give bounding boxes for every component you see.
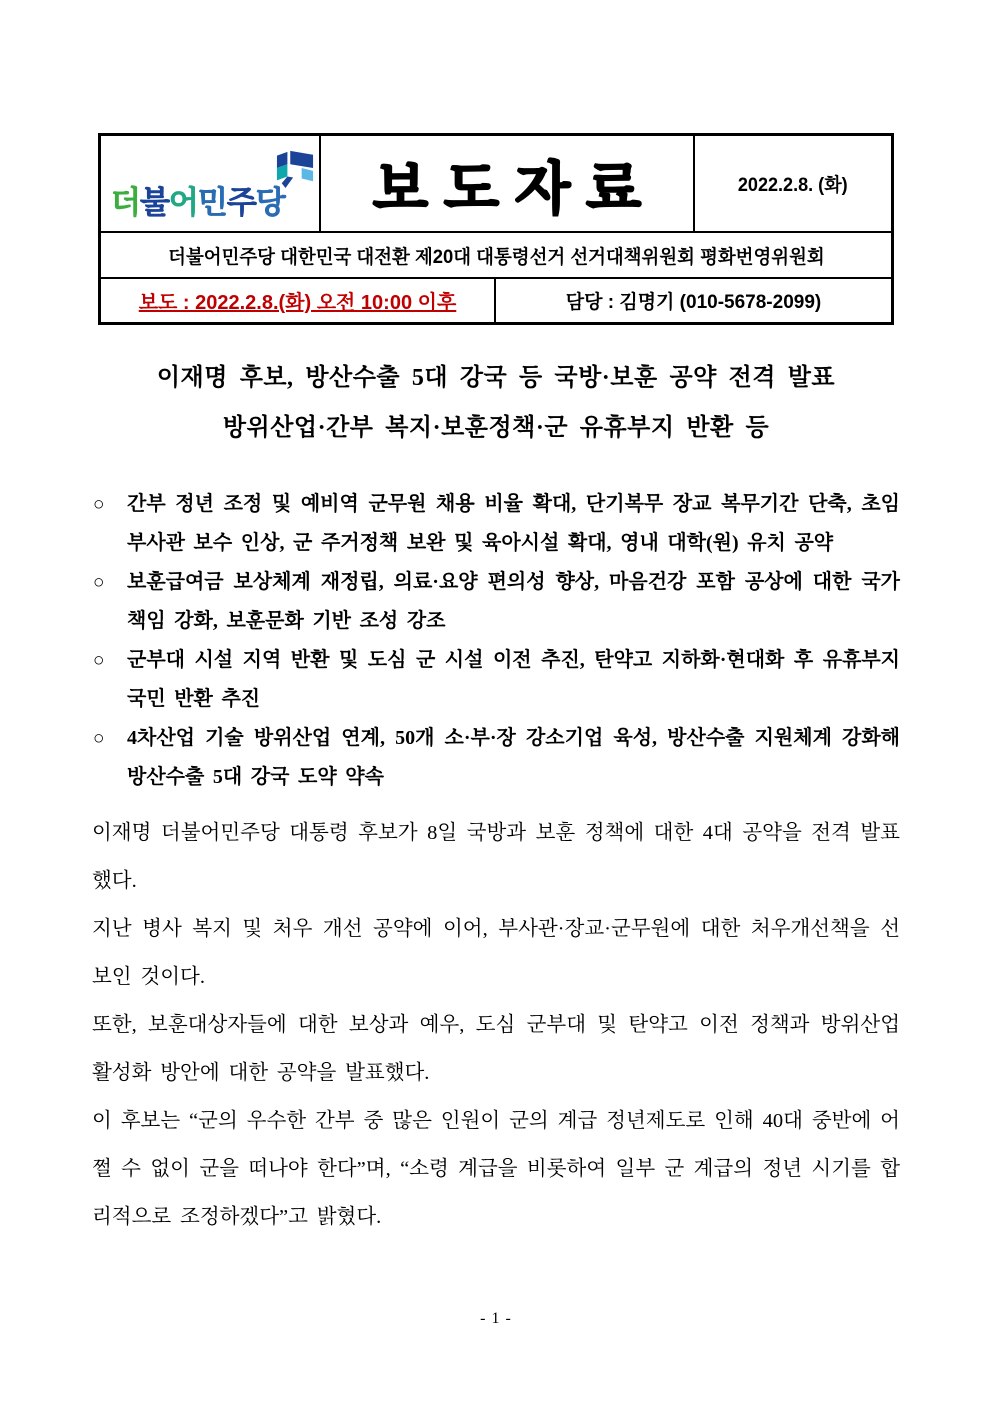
logo-letter-4: 주 [226,185,256,220]
logo-letter-0: 더 [111,185,140,220]
committee-name: 더불어민주당 대한민국 대전환 제20대 대통령선거 선거대책위원회 평화번영위원회 [167,246,825,268]
title-line-2: 방위산업·간부 복지·보훈정책·군 유휴부지 반환 등 [222,415,770,441]
bullet-marker: ○ [93,728,105,749]
paragraph-3: 또한, 보훈대상자들에 대한 보상과 예우, 도심 군부대 및 탄약고 이전 정책과 방위산업 활성화 방안에 대한 공약을 발표했다. [92,1014,900,1084]
paragraph-2: 지난 병사 복지 및 처우 개선 공약에 이어, 부사관·장교·군무원에 대한 처우개선책을 선보인 것이다. [92,918,900,988]
logo-letter-1: 불 [139,185,169,220]
bullet-text-1: 간부 정년 조정 및 예비역 군무원 채용 비율 확대, 단기복무 장교 복무기간 단축, 초임 부사관 보수 인상, 군 주거정책 보완 및 육아시설 확대, 영내 대학(원) 유치 공약 [127,493,900,554]
bullet-item-4 [92,719,900,797]
release-info: 보도 : 2022.2.8.(화) 오전 10:00 이후 [138,292,457,314]
release-cell [101,279,496,322]
release-contact-row [101,277,891,322]
contact-cell [496,279,891,322]
date-cell [695,136,891,231]
bullet-item-3 [92,641,900,719]
summary-bullet-list [92,485,900,797]
paragraph-1: 이재명 더불어민주당 대통령 후보가 8일 국방과 보훈 정책에 대한 4대 공약을 전격 발표했다. [92,822,900,892]
logo-letter-2: 어 [168,185,198,220]
header-table [98,133,894,325]
party-logo-wordmark [111,177,285,222]
doc-type-title: 보도자료 [372,156,658,221]
doc-date: 2022.2.8. (화) [738,175,848,196]
doc-type-cell [321,136,695,231]
logo-letter-5: 당 [255,185,285,220]
bullet-text-4: 4차산업 기술 방위산업 연계, 50개 소·부·장 강소기업 육성, 방산수출 지원체계 강화해 방산수출 5대 강국 도약 약속 [127,727,900,788]
contact-info: 담당 : 김명기 (010-5678-2099) [565,292,822,313]
logo-letter-3: 민 [197,185,227,220]
body-paragraphs [92,809,900,1241]
paragraph-4: 이 후보는 “군의 우수한 간부 중 많은 인원이 군의 계급 정년제도로 인해 40대 중반에 어쩔 수 없이 군을 떠나야 한다”며, “소령 계급을 비롯하여 일부 군 계급의 정년 시기를 합리적으로 조정하겠다”고 밝혔다. [92,1110,900,1228]
bullet-marker: ○ [93,572,105,593]
bullet-marker: ○ [93,494,105,515]
bullet-marker: ○ [93,650,105,671]
party-logo-cell [101,136,321,231]
bullet-text-2: 보훈급여금 보상체계 재정립, 의료·요양 편의성 향상, 마음건강 포함 공상에 대한 국가 책임 강화, 보훈문화 기반 조성 강조 [127,571,900,632]
document-body [0,325,992,1241]
header-row-main [101,136,891,231]
committee-row [101,231,891,277]
bullet-text-3: 군부대 시설 지역 반환 및 도심 군 시설 이전 추진, 탄약고 지하화·현대화 후 유휴부지 국민 반환 추진 [127,649,900,710]
page-number: - 1 - [480,1310,512,1327]
document-title [92,353,900,453]
bullet-item-2 [92,563,900,641]
title-line-1: 이재명 후보, 방산수출 5대 강국 등 국방·보훈 공약 전격 발표 [156,365,836,391]
bullet-item-1 [92,485,900,563]
